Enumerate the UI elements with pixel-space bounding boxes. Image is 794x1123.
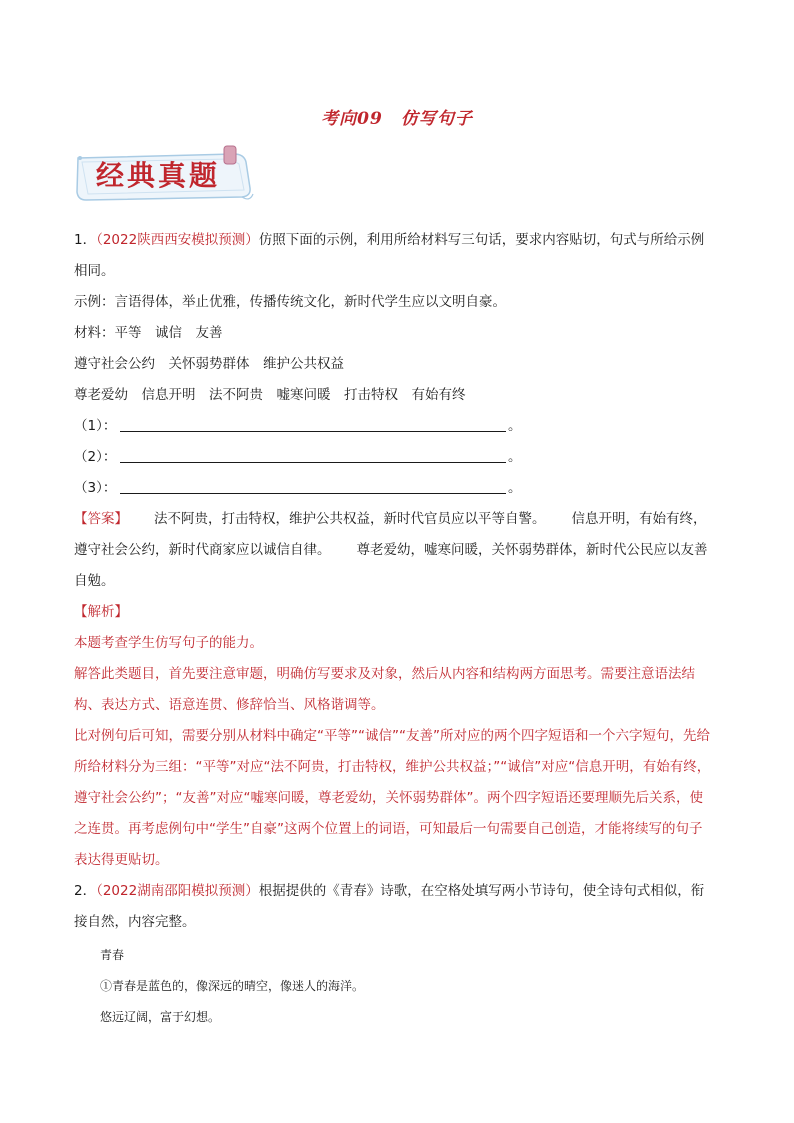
q1-material-1: 材料：平等 诚信 友善	[74, 325, 223, 341]
analysis-label: 【解析】	[74, 604, 128, 620]
q2-source: （2022湖南邵阳模拟预测）	[96, 883, 259, 899]
q1-stem-line2: 相同。	[74, 263, 115, 279]
blank-end: 。	[508, 480, 522, 496]
blank-end: 。	[508, 418, 522, 434]
analysis-1: 本题考查学生仿写句子的能力。	[74, 635, 263, 651]
answer-label: 【答案】	[74, 511, 128, 527]
answer-line2	[74, 538, 708, 558]
poem-line-1: ①青春是蓝色的，像深远的晴空，像迷人的海洋。	[100, 979, 365, 993]
analysis-2-l2: 构、表达方式、语意连贯、修辞恰当、风格谐调等。	[74, 697, 385, 713]
q1-material-3: 尊老爱幼 信息开明 法不阿贵 嘘寒问暖 打击特权 有始有终	[74, 387, 466, 403]
answer-line2-b: 尊老爱幼，嘘寒问暖，关怀弱势群体，新时代公民应以友善	[356, 542, 708, 558]
blank-underline[interactable]	[120, 493, 506, 494]
blank-underline[interactable]	[120, 462, 506, 463]
answer-line3: 自勉。	[74, 573, 115, 589]
analysis-3-l1: 比对例句后可知，需要分别从材料中确定“平等”“诚信”“友善”所对应的两个四字短语和一个六字短句，先给	[74, 728, 710, 744]
q2-stem-line2: 接自然，内容完整。	[74, 914, 196, 930]
section-banner	[74, 144, 254, 204]
q1-number: 1．	[74, 232, 97, 248]
banner-label: 经典真题	[96, 159, 221, 192]
analysis-3-l3: 遵守社会公约”；“友善”对应“嘘寒问暖，尊老爱幼，关怀弱势群体”。两个四字短语还要理顺先后关系，使	[74, 790, 703, 806]
blank-underline[interactable]	[120, 431, 506, 432]
blank-end: 。	[508, 449, 522, 465]
q1-example: 示例：言语得体，举止优雅，传播传统文化，新时代学生应以文明自豪。	[74, 294, 506, 310]
answer-line1	[74, 507, 707, 527]
analysis-2-l1: 解答此类题目，首先要注意审题，明确仿写要求及对象，然后从内容和结构两方面思考。需要注意语法结	[74, 666, 695, 682]
poem-line-2: 悠远辽阔，富于幻想。	[100, 1010, 221, 1024]
q2-number: 2．	[74, 883, 97, 899]
q2-stem: 根据提供的《青春》诗歌，在空格处填写两小节诗句，使全诗句式相似，衔	[258, 883, 705, 899]
blank-label: （3）：	[74, 480, 117, 496]
analysis-3-l2: 所给材料分为三组：“平等”对应“法不阿贵，打击特权，维护公共权益；”“诚信”对应“信息开明，有始有终，	[74, 759, 711, 775]
page-title: 考向09 仿写句子	[321, 109, 473, 129]
answer-part-b: 信息开明，有始有终，	[571, 511, 707, 527]
q1-material-2: 遵守社会公约 关怀弱势群体 维护公共权益	[74, 356, 344, 372]
q1-stem-line1	[74, 228, 704, 248]
blank-label: （1）：	[74, 418, 117, 434]
q1-source: （2022陕西西安模拟预测）	[96, 232, 259, 248]
analysis-3-l5: 表达得更贴切。	[74, 852, 169, 868]
blank-label: （2）：	[74, 449, 117, 465]
answer-line2-a: 遵守社会公约，新时代商家应以诚信自律。	[74, 542, 331, 558]
analysis-3-l4: 之连贯。再考虑例句中“学生”自豪”这两个位置上的词语，可知最后一句需要自己创造，才能将续写的句子	[74, 821, 703, 837]
answer-part-a: 法不阿贵，打击特权，维护公共权益，新时代官员应以平等自警。	[154, 511, 546, 527]
q2-stem-line1	[74, 879, 704, 899]
poem-title: 青春	[100, 948, 125, 962]
q1-stem: 仿照下面的示例，利用所给材料写三句话，要求内容贴切，句式与所给示例	[258, 232, 705, 248]
